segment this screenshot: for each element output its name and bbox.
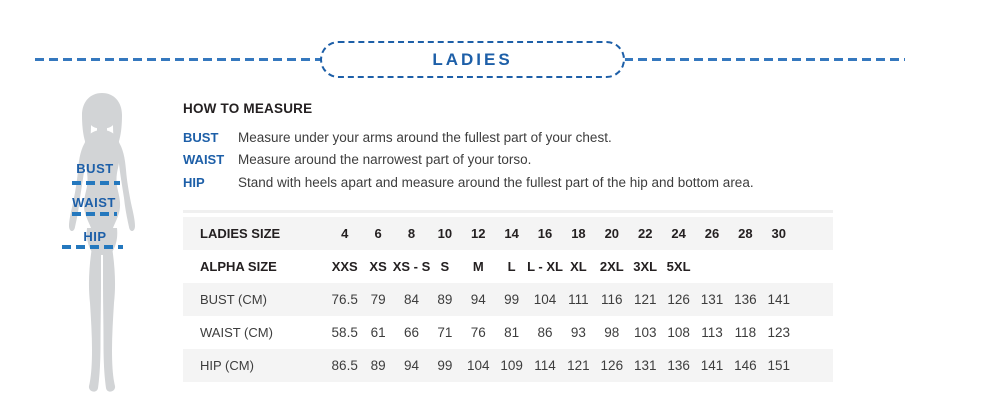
size-value-cell bbox=[662, 259, 695, 274]
size-value: XXS bbox=[331, 259, 358, 274]
size-row-values bbox=[328, 292, 795, 307]
size-value: 151 bbox=[767, 358, 791, 373]
size-value: 6 bbox=[374, 226, 382, 241]
size-value-cell bbox=[462, 259, 495, 274]
size-value: 98 bbox=[604, 325, 620, 340]
waist-measurement-line bbox=[72, 212, 117, 216]
size-value: 116 bbox=[601, 292, 623, 307]
size-value: 26 bbox=[704, 226, 720, 241]
size-row-values bbox=[328, 325, 795, 340]
size-value: XL bbox=[570, 259, 587, 274]
bust-measurement-line bbox=[72, 181, 120, 185]
size-value-cell bbox=[495, 226, 528, 241]
size-value: 8 bbox=[407, 226, 416, 241]
size-value-cell bbox=[428, 292, 461, 307]
size-value: 28 bbox=[738, 226, 753, 241]
body-measurement-figure bbox=[50, 92, 154, 400]
size-value-cell bbox=[662, 292, 695, 307]
waist-figure-label: WAIST bbox=[72, 195, 116, 210]
size-value: 131 bbox=[700, 292, 724, 307]
size-value-cell bbox=[328, 325, 361, 340]
size-value-cell bbox=[595, 226, 628, 241]
size-value-cell bbox=[462, 325, 495, 340]
size-value: 20 bbox=[604, 226, 620, 241]
size-value: 24 bbox=[671, 226, 686, 241]
size-row-label: ALPHA SIZE bbox=[200, 259, 277, 274]
size-value-cell bbox=[695, 358, 728, 373]
size-value: 99 bbox=[437, 358, 453, 373]
size-value: 146 bbox=[734, 358, 757, 373]
size-value-cell bbox=[662, 358, 695, 373]
measure-description: Measure under your arms around the fullest part of your chest. bbox=[238, 129, 612, 145]
size-value: 99 bbox=[504, 292, 520, 307]
size-row-label: WAIST (CM) bbox=[200, 325, 273, 340]
size-value-cell bbox=[528, 259, 561, 274]
size-value-cell bbox=[595, 358, 628, 373]
size-value: 81 bbox=[504, 325, 520, 340]
size-value-cell bbox=[562, 358, 595, 373]
size-row-label: BUST (CM) bbox=[200, 292, 267, 307]
bust-figure-label: BUST bbox=[76, 161, 114, 176]
size-value-cell bbox=[462, 358, 495, 373]
size-table bbox=[183, 210, 833, 382]
size-table-row bbox=[183, 217, 833, 250]
size-value-cell bbox=[528, 226, 561, 241]
size-value-cell bbox=[562, 259, 595, 274]
size-value-cell bbox=[762, 259, 795, 274]
dashed-divider-left bbox=[35, 58, 321, 61]
size-value: 76 bbox=[470, 325, 486, 340]
section-title: LADIES bbox=[432, 49, 513, 69]
size-value: 114 bbox=[534, 358, 556, 373]
size-value-cell bbox=[395, 292, 428, 307]
size-value: L bbox=[507, 259, 516, 274]
size-value-cell bbox=[762, 292, 795, 307]
size-value: 89 bbox=[437, 292, 453, 307]
size-value-cell bbox=[395, 325, 428, 340]
size-value: M bbox=[472, 259, 484, 274]
size-value-cell bbox=[729, 259, 762, 274]
size-value-cell bbox=[629, 358, 662, 373]
size-value: 86 bbox=[537, 325, 553, 340]
measure-term: HIP bbox=[183, 174, 205, 190]
size-value: 86.5 bbox=[331, 358, 358, 373]
size-value: 141 bbox=[767, 292, 791, 307]
how-to-measure-list bbox=[183, 126, 903, 194]
size-value: 58.5 bbox=[331, 325, 358, 340]
size-value: 12 bbox=[471, 226, 486, 241]
dashed-divider-right bbox=[624, 58, 905, 61]
size-value-cell bbox=[562, 292, 595, 307]
size-value: 22 bbox=[637, 226, 653, 241]
size-value: 71 bbox=[437, 325, 453, 340]
size-value: 30 bbox=[771, 226, 786, 241]
size-value-cell bbox=[361, 226, 394, 241]
size-value-cell bbox=[361, 358, 394, 373]
size-value-cell bbox=[595, 259, 628, 274]
size-value: 61 bbox=[370, 325, 386, 340]
size-row-values bbox=[328, 226, 795, 241]
size-value-cell bbox=[528, 325, 561, 340]
size-value: 2XL bbox=[599, 259, 624, 274]
size-value: 104 bbox=[533, 292, 557, 307]
size-value-cell bbox=[695, 259, 728, 274]
measure-instruction-row bbox=[183, 171, 903, 194]
size-value-cell bbox=[328, 292, 361, 307]
measure-description: Measure around the narrowest part of your torso. bbox=[238, 152, 532, 168]
size-value: S bbox=[440, 259, 450, 274]
size-value-cell bbox=[428, 358, 461, 373]
size-value-cell bbox=[361, 325, 394, 340]
size-value: 103 bbox=[633, 325, 657, 340]
size-value: 141 bbox=[700, 358, 724, 373]
size-value-cell bbox=[695, 325, 728, 340]
size-value: 109 bbox=[500, 358, 523, 373]
size-value-cell bbox=[695, 292, 728, 307]
size-value: 131 bbox=[633, 358, 657, 373]
size-table-row bbox=[183, 316, 833, 349]
size-value-cell bbox=[328, 259, 361, 274]
size-table-row bbox=[183, 349, 833, 382]
table-top-border bbox=[183, 210, 833, 213]
size-value-cell bbox=[729, 292, 762, 307]
size-row-label: HIP (CM) bbox=[200, 358, 254, 373]
size-value: 111 bbox=[568, 292, 589, 307]
size-value-cell bbox=[595, 292, 628, 307]
size-value: 136 bbox=[667, 358, 690, 373]
size-value: 123 bbox=[767, 325, 791, 340]
size-value: 3XL bbox=[633, 259, 658, 274]
section-title-badge bbox=[320, 41, 625, 78]
measure-term: WAIST bbox=[183, 152, 225, 168]
measure-instruction-row bbox=[183, 149, 903, 172]
size-value: 14 bbox=[504, 226, 519, 241]
size-value-cell bbox=[462, 226, 495, 241]
size-value-cell bbox=[762, 325, 795, 340]
size-value-cell bbox=[629, 259, 662, 274]
size-value: 16 bbox=[537, 226, 553, 241]
hip-measurement-line bbox=[62, 245, 123, 249]
size-row-values bbox=[328, 259, 795, 274]
size-value-cell bbox=[361, 259, 394, 274]
size-value-cell bbox=[328, 226, 361, 241]
size-table-rows bbox=[183, 217, 833, 382]
size-row-values bbox=[328, 358, 795, 373]
size-value-cell bbox=[762, 358, 795, 373]
size-value-cell bbox=[629, 292, 662, 307]
size-value: 108 bbox=[667, 325, 690, 340]
size-value-cell bbox=[395, 226, 428, 241]
size-value: 126 bbox=[600, 358, 624, 373]
size-value-cell bbox=[629, 325, 662, 340]
size-value: 113 bbox=[701, 325, 723, 340]
size-value-cell bbox=[528, 358, 561, 373]
hip-figure-label: HIP bbox=[83, 229, 107, 244]
size-value-cell bbox=[629, 226, 662, 241]
how-to-measure-title: HOW TO MEASURE bbox=[183, 101, 313, 116]
size-table-row bbox=[183, 283, 833, 316]
size-value-cell bbox=[662, 226, 695, 241]
size-value: 94 bbox=[403, 358, 419, 373]
size-value-cell bbox=[495, 292, 528, 307]
size-value-cell bbox=[662, 325, 695, 340]
size-value-cell bbox=[495, 358, 528, 373]
size-value-cell bbox=[361, 292, 394, 307]
size-value: XS - S bbox=[392, 259, 431, 274]
size-value-cell bbox=[392, 259, 431, 274]
size-value-cell bbox=[428, 259, 461, 274]
size-value-cell bbox=[695, 226, 728, 241]
size-value-cell bbox=[595, 325, 628, 340]
size-value-cell bbox=[328, 358, 361, 373]
size-value-cell bbox=[729, 358, 762, 373]
size-value-cell bbox=[528, 292, 561, 307]
size-value: 76.5 bbox=[331, 292, 358, 307]
measure-instruction-row bbox=[183, 126, 903, 149]
size-value-cell bbox=[395, 358, 428, 373]
size-value: 5XL bbox=[666, 259, 691, 274]
size-value: 104 bbox=[466, 358, 490, 373]
how-to-measure-section bbox=[183, 101, 903, 194]
size-value-cell bbox=[462, 292, 495, 307]
size-value-cell bbox=[562, 325, 595, 340]
size-value: L - XL bbox=[527, 259, 563, 274]
size-value-cell bbox=[428, 325, 461, 340]
size-value: 79 bbox=[370, 292, 386, 307]
size-value: 93 bbox=[570, 325, 586, 340]
size-value: 84 bbox=[403, 292, 419, 307]
size-value: 66 bbox=[403, 325, 419, 340]
size-value-cell bbox=[428, 226, 461, 241]
size-value-cell bbox=[729, 226, 762, 241]
size-value-cell bbox=[762, 226, 795, 241]
size-value: 89 bbox=[370, 358, 386, 373]
size-value: 121 bbox=[567, 358, 590, 373]
size-value-cell bbox=[495, 325, 528, 340]
size-row-label: LADIES SIZE bbox=[200, 226, 281, 241]
size-table-row bbox=[183, 250, 833, 283]
size-value-cell bbox=[495, 259, 528, 274]
measure-term: BUST bbox=[183, 129, 219, 145]
size-value: 4 bbox=[341, 226, 349, 241]
size-value: 118 bbox=[734, 325, 757, 340]
size-value-cell bbox=[729, 325, 762, 340]
size-value: 121 bbox=[633, 292, 657, 307]
size-value: 10 bbox=[437, 226, 453, 241]
measure-description: Stand with heels apart and measure around the fullest part of the hip and bottom area. bbox=[238, 174, 754, 190]
size-value: 18 bbox=[571, 226, 586, 241]
size-value-cell bbox=[562, 226, 595, 241]
size-value: 94 bbox=[470, 292, 486, 307]
size-value: 126 bbox=[667, 292, 690, 307]
size-value: 136 bbox=[734, 292, 757, 307]
size-value: XS bbox=[369, 259, 387, 274]
